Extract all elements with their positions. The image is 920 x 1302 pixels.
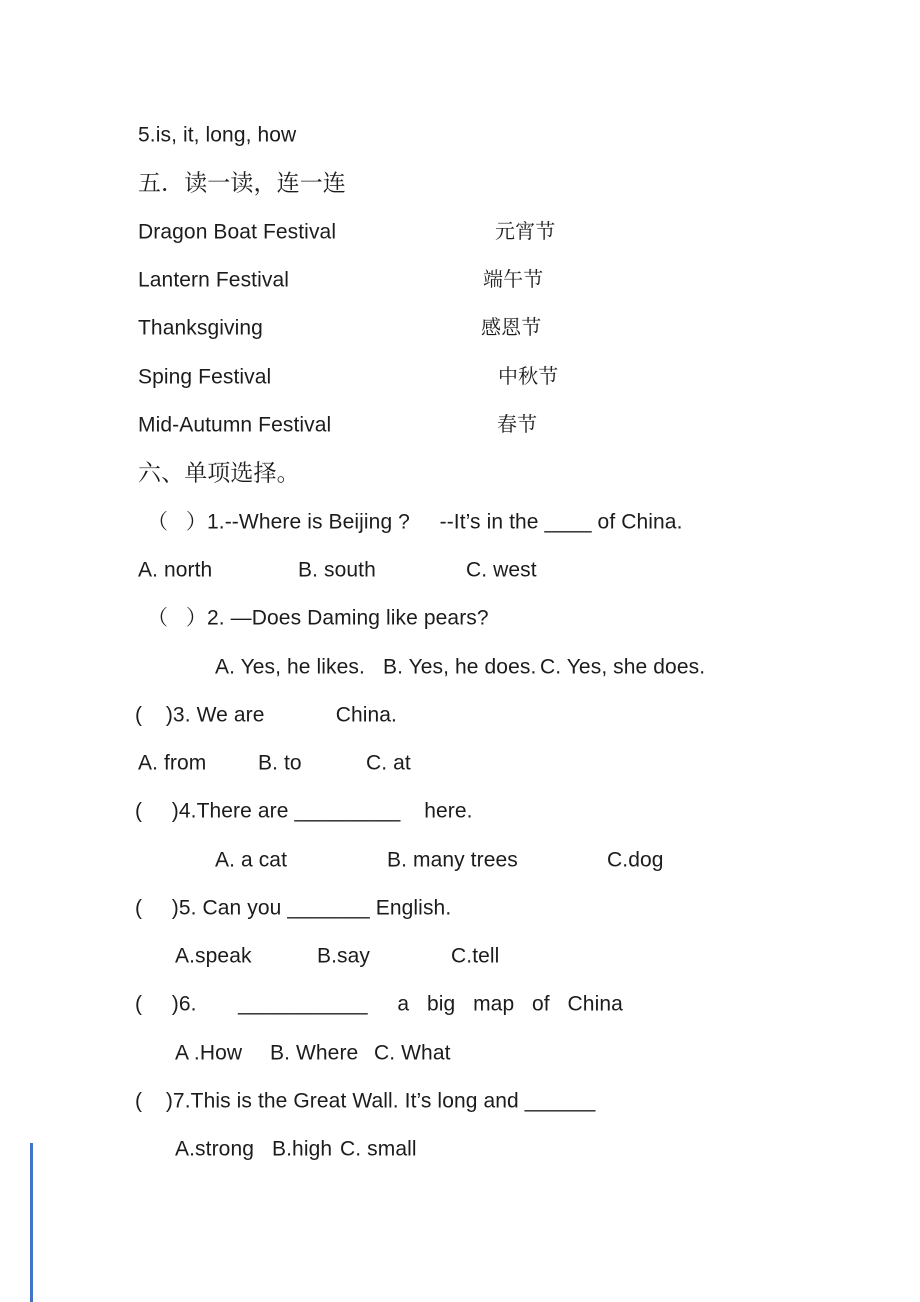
- word-order-row: [0, 111, 920, 159]
- section-five-heading: 五．读一读，连一连: [138, 169, 346, 196]
- question-stem: ( )3. We are China.: [135, 703, 397, 727]
- option-b: B. south: [298, 558, 376, 582]
- match-chinese-item: 感恩节: [481, 317, 542, 339]
- match-row: [0, 208, 920, 256]
- match-row: [0, 304, 920, 352]
- question-stem: （ ）1.--Where is Beijing ? --It’s in the ____ of China.: [147, 510, 683, 534]
- option-b: B. Yes, he does.: [383, 655, 537, 679]
- section-six-heading-row: [0, 449, 920, 497]
- question-row: [0, 787, 920, 835]
- options-row: [0, 836, 920, 884]
- option-c: C. small: [340, 1137, 417, 1161]
- question-row: [0, 1077, 920, 1125]
- option-b: B.high: [272, 1137, 333, 1161]
- question-row: [0, 594, 920, 642]
- word-order-item: 5.is, it, long, how: [138, 123, 297, 147]
- option-c: C.tell: [451, 944, 500, 968]
- option-a: A. north: [138, 558, 213, 582]
- match-row: [0, 256, 920, 304]
- option-a: A. from: [138, 751, 207, 775]
- option-b: B.say: [317, 944, 371, 968]
- option-a: A .How: [175, 1041, 243, 1065]
- options-row: [0, 739, 920, 787]
- question-stem: ( )7.This is the Great Wall. It’s long and ______: [135, 1089, 596, 1113]
- question-row: [0, 980, 920, 1028]
- option-c: C. at: [366, 751, 411, 775]
- section-six-heading: 六、单项选择。: [138, 459, 300, 486]
- option-a: A.speak: [175, 944, 252, 968]
- options-row: [0, 1125, 920, 1173]
- options-row: [0, 643, 920, 691]
- question-row: [0, 498, 920, 546]
- match-row: [0, 353, 920, 401]
- option-b: B. to: [258, 751, 302, 775]
- options-row: [0, 546, 920, 594]
- left-margin-blue-line: [30, 1143, 33, 1302]
- match-chinese-item: 端午节: [483, 269, 544, 291]
- match-english-item: Mid-Autumn Festival: [138, 413, 332, 437]
- option-b: B. Where: [270, 1041, 359, 1065]
- match-english-item: Thanksgiving: [138, 316, 263, 340]
- question-stem: ( )6. ___________ a big map of China: [135, 992, 623, 1016]
- match-row: [0, 401, 920, 449]
- option-a: A.strong: [175, 1137, 255, 1161]
- match-chinese-item: 中秋节: [498, 366, 559, 388]
- option-c: C. Yes, she does.: [540, 655, 706, 679]
- options-row: [0, 932, 920, 980]
- question-stem: （ ）2. —Does Daming like pears?: [147, 606, 489, 630]
- match-english-item: Sping Festival: [138, 365, 272, 389]
- option-b: B. many trees: [387, 848, 518, 872]
- question-stem: ( )5. Can you _______ English.: [135, 896, 452, 920]
- question-row: [0, 691, 920, 739]
- section-five-heading-row: [0, 159, 920, 207]
- option-c: C.dog: [607, 848, 664, 872]
- option-a: A. a cat: [215, 848, 288, 872]
- option-c: C. west: [466, 558, 537, 582]
- options-row: [0, 1029, 920, 1077]
- option-c: C. What: [374, 1041, 451, 1065]
- match-chinese-item: 春节: [497, 414, 538, 436]
- match-english-item: Lantern Festival: [138, 268, 290, 292]
- question-stem: ( )4.There are _________ here.: [135, 799, 473, 823]
- match-english-item: Dragon Boat Festival: [138, 220, 337, 244]
- question-row: [0, 884, 920, 932]
- option-a: A. Yes, he likes.: [215, 655, 365, 679]
- match-chinese-item: 元宵节: [495, 221, 556, 243]
